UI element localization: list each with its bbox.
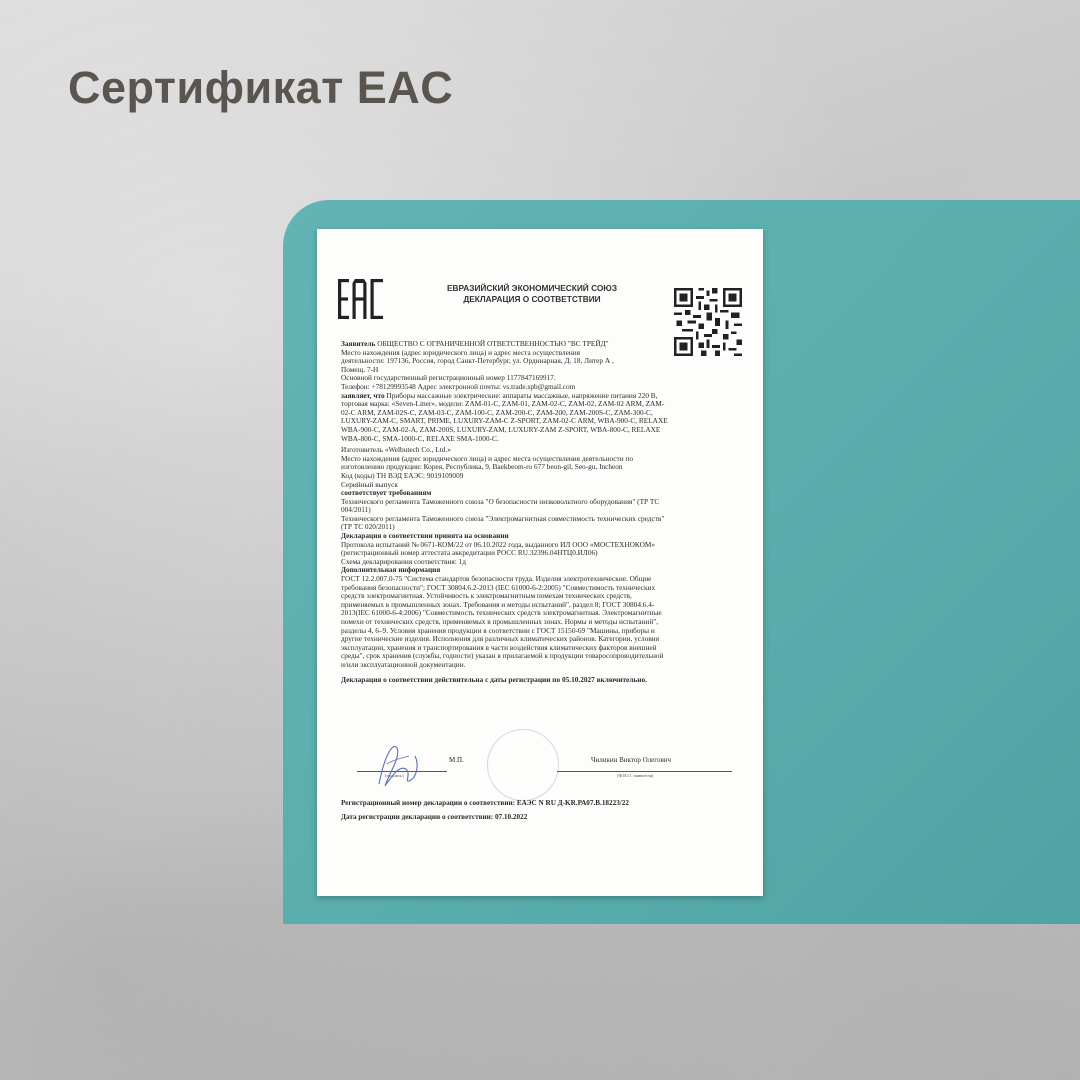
handwritten-signature bbox=[367, 734, 427, 794]
additional-line: среды", срок хранения (службы, годности) указан в прилагаемой к продукции товаросопроводительной bbox=[341, 651, 664, 661]
document-header bbox=[417, 283, 647, 305]
requirement-line: Технического регламента Таможенного союза "Электромагнитная совместимость технических средств" bbox=[341, 513, 665, 523]
basis-line: Протокола испытаний № 0671-КОМ/22 от 06.10.2022 года, выданного ИЛ ООО «МОСТЕХНОКОМ» bbox=[341, 539, 656, 549]
serial-line: Серийный выпуск bbox=[341, 479, 398, 489]
complies-label: соответствует требованиям bbox=[341, 488, 432, 498]
declaration-heading: ДЕКЛАРАЦИЯ О СООТВЕТСТВИИ bbox=[463, 294, 601, 304]
fio-caption: (Ф.И.О. заявителя) bbox=[617, 773, 654, 778]
basis-line: (регистрационный номер аттестата аккредитации РОСС RU.32396.04НТЦ0.ИЛ06) bbox=[341, 548, 598, 558]
product-line: LUXURY-ZAM-C, SMART, PRIME, LUXURY-ZAM-C Z-SPORT, ZAM-02-C ARM, WBA-900-C, RELAXE bbox=[341, 416, 668, 426]
requirement-line: (ТР ТС 020/2011) bbox=[341, 522, 395, 532]
validity-line: Декларация о соответствии действительна с даты регистрации по 05.10.2027 включительно. bbox=[341, 674, 647, 684]
declaration-document bbox=[317, 229, 763, 896]
address-line: деятельности: 197136, Россия, город Санкт-Петербург, ул. Ординарная, Д. 18, Литер А , bbox=[341, 356, 614, 366]
product-line: WBA-900-C, ZAM-02-A, ZAM-200S, LUXURY-ZAM, LUXURY-ZAM Z-SPORT, WBA-800-C, RELAXE bbox=[341, 424, 661, 434]
hs-code-line: Код (коды) ТН ВЭД ЕАЭС: 9019109009 bbox=[341, 470, 464, 480]
additional-line: требования безопасности"; ГОСТ 30804.6.2-2013 (IEC 61000-6-2:2005) "Совместимость технических bbox=[341, 582, 656, 592]
additional-label: Дополнительная информация bbox=[341, 565, 441, 575]
manufacturer-address: изготовлению продукции: Корея, Республика, 9, Baekbeom-ro 677 beon-gil, Seo-gu, Incheon bbox=[341, 462, 623, 472]
additional-line: другие технические изделия. Исполнения для различных климатических районов. Категории, условия bbox=[341, 634, 660, 644]
product-line: торговая марка: «Seven-Liner», модели: ZAM-01-C, ZAM-01, ZAM-02-C, ZAM-02, ZAM-02 ARM, ZAM- bbox=[341, 399, 665, 409]
requirement-line: Технического регламента Таможенного союза "О безопасности низковольтного оборудования" (ТР ТС bbox=[341, 496, 660, 506]
registration-date: Дата регистрации декларации о соответствии: 07.10.2022 bbox=[341, 813, 528, 821]
eac-logo bbox=[338, 279, 383, 319]
name-line bbox=[557, 771, 732, 772]
signer-name: Чиликин Виктор Олегович bbox=[591, 756, 672, 764]
additional-line: средств электромагнитная. Устойчивость к электромагнитным помехам технических средств, bbox=[341, 591, 632, 601]
additional-line: 2013(IEC 61000-6-4:2006) "Совместимость технических средств электромагнитная. Электромагнитные bbox=[341, 608, 662, 618]
address-line: Место нахождения (адрес юридического лица) и адрес места осуществления bbox=[341, 347, 581, 357]
document-body bbox=[341, 340, 751, 684]
stamp-seal bbox=[487, 729, 559, 801]
basis-line: Схема декларирования соответствия: 1д bbox=[341, 556, 466, 566]
product-line: Приборы массажные электрические: аппараты массажные, напряжение питания 220 В, bbox=[386, 390, 658, 400]
ogrn-line: Основной государственный регистрационный номер 1177847169917. bbox=[341, 373, 556, 383]
additional-line: помехи от технических средств, применяемых в промышленных зонах. Нормы и методы испытаний", bbox=[341, 617, 659, 626]
page-title: Сертификат EAC bbox=[68, 62, 454, 113]
product-line: WBA-800-C, SMA-1000-C, RELAXE SMA-1000-C. bbox=[341, 433, 499, 443]
declares-label: заявляет, что bbox=[341, 390, 385, 400]
additional-line: эксплуатации, хранения и транспортирования в части воздействия климатических факторов внешней bbox=[341, 642, 657, 652]
address-line: Помещ. 7-Н bbox=[341, 364, 379, 374]
additional-line: разделы 4, 6–9. Условия хранения продукции в соответствии с ГОСТ 15150-69 "Машины, приборы и bbox=[341, 625, 655, 635]
manufacturer-address: Место нахождения (адрес юридического лица) и адрес места осуществления деятельности по bbox=[341, 453, 633, 463]
union-name: ЕВРАЗИЙСКИЙ ЭКОНОМИЧЕСКИЙ СОЮЗ bbox=[446, 283, 618, 293]
manufacturer-line: Изготовитель «Welbutech Co., Ltd.» bbox=[341, 445, 451, 455]
contacts-line: Телефон: +78129993548 Адрес электронной почты: vs.trade.spb@gmail.com bbox=[341, 381, 576, 391]
additional-line: и/или эксплуатационной документации. bbox=[341, 659, 466, 669]
stamp-label: М.П. bbox=[449, 756, 464, 764]
registration-number: Регистрационный номер декларации о соответствии: ЕАЭС N RU Д-KR.РА07.В.18223/22 bbox=[341, 799, 629, 807]
applicant-name: ОБЩЕСТВО С ОГРАНИЧЕННОЙ ОТВЕТСТВЕННОСТЬЮ "ВС ТРЕЙД" bbox=[377, 339, 609, 348]
basis-label: Декларация о соответствии принята на основании bbox=[341, 531, 509, 541]
applicant-label: Заявитель bbox=[341, 339, 376, 348]
requirement-line: 004/2011) bbox=[341, 505, 371, 515]
additional-line: применяемых в промышленных зонах. Требования и методы испытаний", раздел 8; ГОСТ 30804.6.4- bbox=[341, 599, 655, 609]
product-line: 02-C ARM, ZAM-02S-C, ZAM-03-C, ZAM-100-C, ZAM-200-C, ZAM-200, ZAM-200S-C, ZAM-300-C, bbox=[341, 407, 653, 417]
additional-line: ГОСТ 12.2.007.0-75 "Система стандартов безопасности труда. Изделия электротехнические. Общие bbox=[341, 574, 652, 584]
signature-caption: (подпись) bbox=[385, 773, 404, 778]
